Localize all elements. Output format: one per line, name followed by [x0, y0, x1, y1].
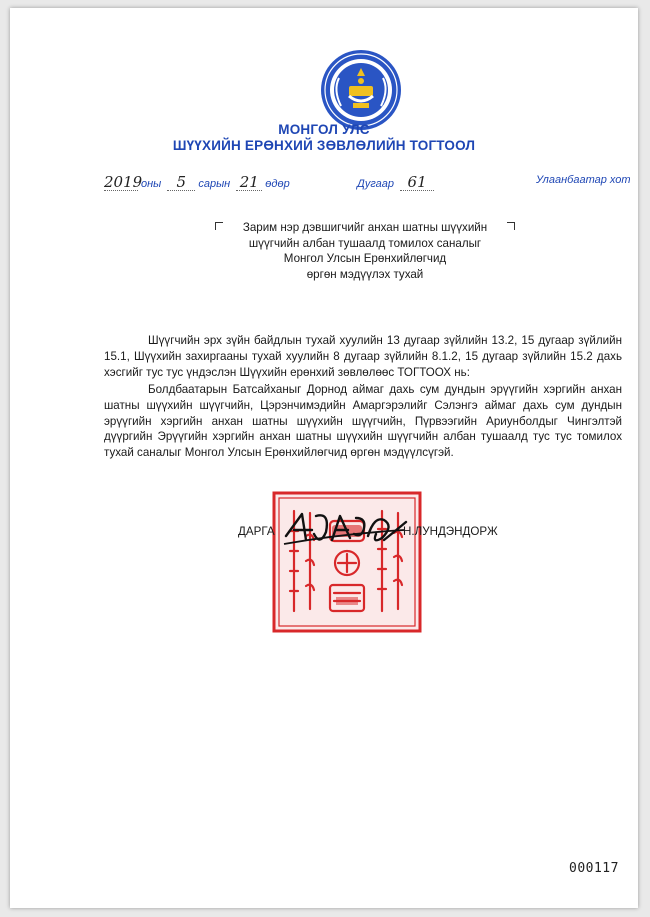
date-day: 21	[236, 174, 262, 191]
day-suffix: өдөр	[265, 178, 290, 190]
signatory-title: ДАРГА	[238, 525, 275, 538]
month-suffix: сарын	[198, 178, 231, 190]
document-subject	[215, 220, 515, 282]
corner-mark-right	[507, 222, 515, 230]
document-number	[354, 174, 434, 191]
document-serial-number: 000117	[569, 861, 619, 876]
document-date	[104, 174, 293, 191]
subject-line: Монгол Улсын Ерөнхийлөгчид	[283, 252, 447, 265]
body-paragraph-resolution: Болдбаатарын Батсайханыг Дорнод аймаг дахь сум дундын эрүүгийн хэргийн анхан шатны шүүхийн шүүгчийн, Цэрэнчимэдийн Амаргэрэлийг Сэлэнгэ аймаг дахь сум дундын эрүүгийн хэргийн анхан шатны шүүхийн шүүгчийн, Пүрвээгийн Ариунболдыг Чингэлтэй дүүргийн Эрүүгийн хэргийн анхан шатны шүүхийн шүүгчийн албан тушаалд тус тус томилох тухай саналыг Монгол Улсын Ерөнхийлөгчид өргөн мэдүүлсүгэй.	[104, 383, 622, 460]
number-label: Дугаар	[357, 178, 395, 190]
document-type-title: ШҮҮХИЙН ЕРӨНХИЙ ЗӨВЛӨЛИЙН ТОГТООЛ	[172, 138, 476, 153]
date-month: 5	[167, 174, 195, 191]
year-suffix: оны	[141, 178, 162, 190]
corner-mark-left	[215, 222, 223, 230]
signatory-name: Н.ЛУНДЭНДОРЖ	[403, 525, 498, 538]
body-paragraph-legal-basis: Шүүгчийн эрх зүйн байдлын тухай хуулийн 13 дугаар зүйлийн 13.2, 15 дугаар зүйлийн 15.1, Шүүхийн захиргааны тухай хуулийн 8 дугаар зүйлийн 8.1.2, 15 дугаар зүйлийн 15.2 дахь хэсгийг тус тус үндэслэн Шүүхийн ерөнхий зөвлөлөөс ТОГТООХ нь:	[104, 334, 622, 379]
document-page	[10, 8, 638, 908]
state-emblem-icon	[319, 48, 403, 132]
document-place: Улаанбаатар хот	[536, 174, 631, 186]
number-value: 61	[400, 174, 434, 191]
country-name: МОНГОЛ УЛС	[278, 122, 370, 137]
subject-line: Зарим нэр дэвшигчийг анхан шатны шүүхийн	[242, 221, 488, 234]
subject-line: өргөн мэдүүлэх тухай	[306, 267, 424, 281]
handwritten-signature	[280, 506, 410, 554]
subject-line: шүүгчийн албан тушаалд томилох саналыг	[248, 236, 482, 250]
date-year: 2019	[104, 173, 143, 191]
